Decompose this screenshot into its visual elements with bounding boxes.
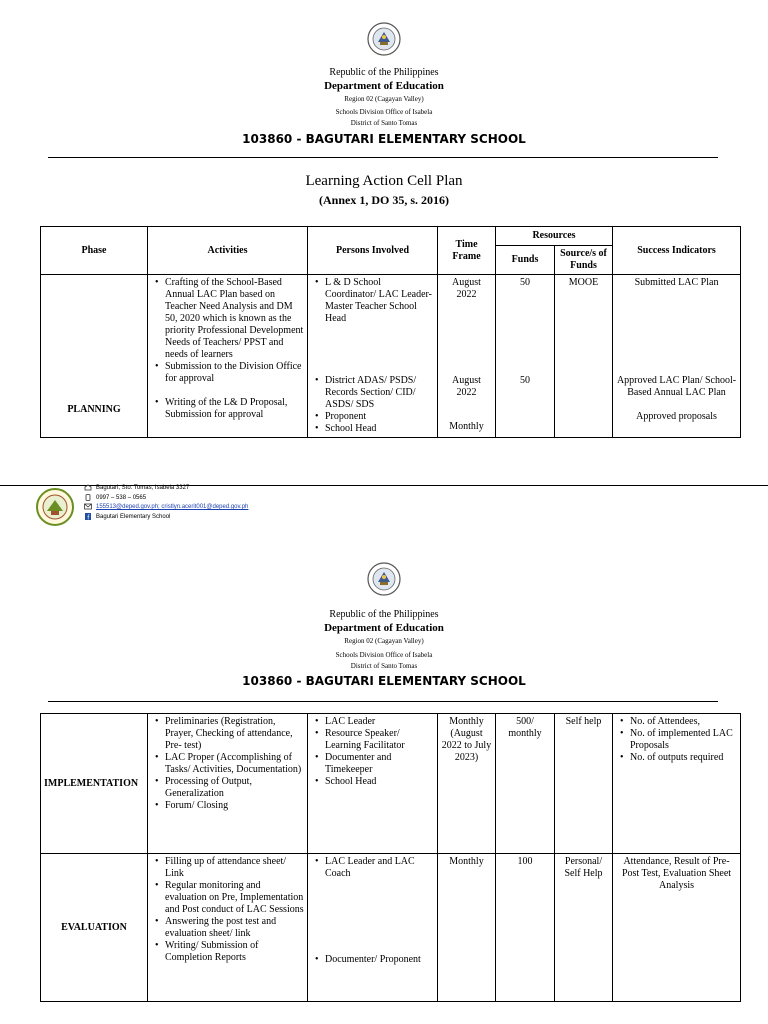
implementation-source-cell: Self help <box>555 714 613 854</box>
list-item: • L & D School Coordinator/ LAC Leader- Master Teacher School Head <box>325 277 434 325</box>
phase-planning: PLANNING <box>41 275 148 438</box>
list-item: • Documenter/ Proponent <box>325 954 434 966</box>
time-value: August 2022 <box>452 375 481 398</box>
planning-activities-cell <box>148 275 308 438</box>
division-text: Schools Division Office of Isabela <box>335 651 433 659</box>
list-item: • Resource Speaker/ Learning Facilitator <box>325 728 434 752</box>
facebook-icon <box>84 513 92 520</box>
division-text: Schools Division Office of Isabela <box>335 108 433 116</box>
lac-plan-table-planning <box>40 226 741 438</box>
footer-facebook-row <box>84 513 248 523</box>
list-item: • Regular monitoring and evaluation on Pre, Implementation and Post conduct of LAC Sessions <box>165 880 304 916</box>
school-name: 103860 - BAGUTARI ELEMENTARY SCHOOL <box>242 132 526 146</box>
email-icon <box>84 503 92 510</box>
footer-facebook: Bagutari Elementary School <box>96 513 171 520</box>
list-item: • Proponent <box>325 411 434 423</box>
phase-implementation: IMPLEMENTATION <box>41 714 148 854</box>
list-item: • No. of implemented LAC Proposals <box>630 728 737 752</box>
planning-time-cell <box>438 275 496 438</box>
school-logo-icon <box>35 487 75 527</box>
source-value: MOOE <box>568 277 599 288</box>
list-item: • No. of Attendees, <box>630 716 737 728</box>
list-item: • District ADAS/ PSDS/ Records Section/ CID/ ASDS/ SDS <box>325 375 434 411</box>
evaluation-activities-cell <box>148 854 308 1002</box>
footer-phone: 0997 – 538 – 0565 <box>96 494 147 501</box>
footer-contact <box>84 484 248 522</box>
footer-address: Bagutari, Sto. Tomas, Isabela 3327 <box>96 485 190 492</box>
planning-source-cell <box>555 275 613 438</box>
planning-funds-cell <box>496 275 555 438</box>
implementation-persons-cell <box>308 714 438 854</box>
evaluation-row <box>41 854 741 1002</box>
implementation-row <box>41 714 741 854</box>
success-value: Approved proposals <box>636 411 717 422</box>
republic-text: Republic of the Philippines <box>329 609 439 620</box>
list-item: • Answering the post test and evaluation sheet/ link <box>165 916 304 940</box>
header-persons: Persons Involved <box>308 227 438 275</box>
implementation-time-cell: Monthly (August 2022 to July 2023) <box>438 714 496 854</box>
region-text: Region 02 (Cagayan Valley) <box>344 95 424 103</box>
implementation-activities-cell <box>148 714 308 854</box>
phase-evaluation: EVALUATION <box>41 854 148 1002</box>
success-value: Approved LAC Plan/ School- Based Annual LAC Plan <box>616 375 737 398</box>
list-item: • Crafting of the School-Based Annual LAC Plan based on Teacher Need Analysis and DM 50, 2020 which is known as the priority Professional Development Needs of Teachers/ PPST and needs of learners <box>165 277 304 361</box>
lac-plan-table-continued <box>40 713 741 1002</box>
header-source: Source/s of Funds <box>555 246 613 275</box>
footer-email-row <box>84 503 248 513</box>
implementation-success-cell <box>613 714 741 854</box>
school-name: 103860 - BAGUTARI ELEMENTARY SCHOOL <box>242 674 526 688</box>
list-item: • Forum/ Closing <box>165 800 304 812</box>
svg-text:f: f <box>87 514 90 520</box>
planning-success-cell <box>613 275 741 438</box>
list-item: • Filling up of attendance sheet/ Link <box>165 856 304 880</box>
department-text: Department of Education <box>324 622 444 634</box>
list-item: • School Head <box>325 423 434 435</box>
planning-row <box>41 275 741 438</box>
funds-value: 50 <box>520 375 530 386</box>
location-icon <box>84 484 92 491</box>
department-text: Department of Education <box>324 80 444 92</box>
list-item: • LAC Proper (Accomplishing of Tasks/ Activities, Documentation) <box>165 752 304 776</box>
region-text: Region 02 (Cagayan Valley) <box>344 637 424 645</box>
time-value: Monthly <box>449 421 484 432</box>
header-resources: Resources <box>496 227 613 246</box>
deped-seal-icon <box>367 562 401 596</box>
footer-phone-row <box>84 494 248 504</box>
list-item: • LAC Leader <box>325 716 434 728</box>
list-item: • Writing/ Submission of Completion Reports <box>165 940 304 964</box>
list-item: • Documenter and Timekeeper <box>325 752 434 776</box>
district-text: District of Santo Tomas <box>350 662 418 670</box>
phone-icon <box>84 494 92 501</box>
republic-text: Republic of the Philippines <box>329 67 439 78</box>
time-value: August 2022 <box>452 277 481 300</box>
footer-email-link[interactable]: 155513@deped.gov.ph; cristlyn.acerit001@deped.gov.ph <box>96 504 249 511</box>
footer-address-row <box>84 484 248 494</box>
evaluation-success-cell: Attendance, Result of Pre- Post Test, Evaluation Sheet Analysis <box>613 854 741 1002</box>
document-subtitle: (Annex 1, DO 35, s. 2016) <box>318 193 449 207</box>
header-time-frame: Time Frame <box>438 227 496 275</box>
header-activities: Activities <box>148 227 308 275</box>
header-funds: Funds <box>496 246 555 275</box>
list-item: • No. of outputs required <box>630 752 737 764</box>
deped-seal-icon <box>367 22 401 56</box>
list-item: • Processing of Output, Generalization <box>165 776 304 800</box>
evaluation-persons-cell <box>308 854 438 1002</box>
evaluation-time-cell: Monthly <box>438 854 496 1002</box>
evaluation-funds-cell: 100 <box>496 854 555 1002</box>
planning-persons-cell <box>308 275 438 438</box>
evaluation-source-cell: Personal/ Self Help <box>555 854 613 1002</box>
list-item: • Writing of the L& D Proposal, Submission for approval <box>165 397 304 421</box>
header-phase: Phase <box>41 227 148 275</box>
header-success: Success Indicators <box>613 227 741 275</box>
implementation-funds-cell: 500/ monthly <box>496 714 555 854</box>
document-title: Learning Action Cell Plan <box>305 173 463 189</box>
list-item: • Preliminaries (Registration, Prayer, Checking of attendance, Pre- test) <box>165 716 304 752</box>
success-value: Submitted LAC Plan <box>634 277 719 288</box>
list-item: • Submission to the Division Office for approval <box>165 361 304 385</box>
district-text: District of Santo Tomas <box>350 119 418 127</box>
funds-value: 50 <box>520 277 530 288</box>
header-divider <box>48 701 718 702</box>
list-item: • LAC Leader and LAC Coach <box>325 856 434 880</box>
list-item: • School Head <box>325 776 434 788</box>
header-divider <box>48 157 718 158</box>
